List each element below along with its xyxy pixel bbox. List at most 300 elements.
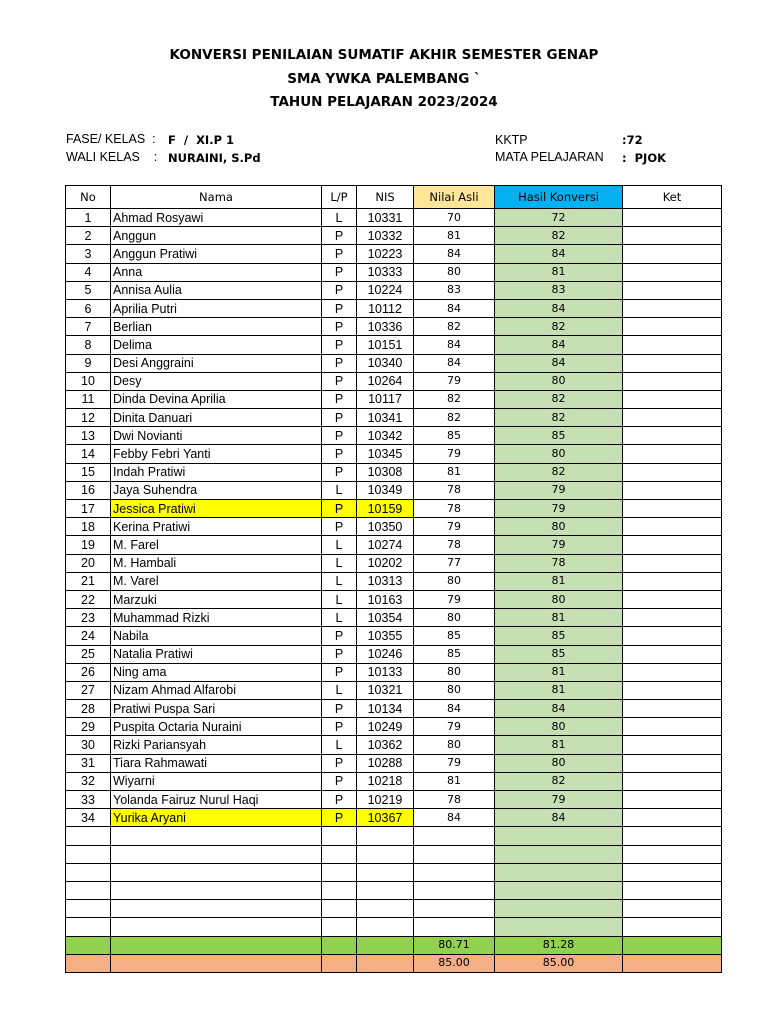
empty-cell bbox=[357, 881, 414, 899]
row-hasil-konversi: 81 bbox=[495, 681, 623, 699]
row-nama: Puspita Octaria Nuraini bbox=[111, 718, 322, 736]
row-nama: Aprilia Putri bbox=[111, 299, 322, 317]
row-no: 16 bbox=[66, 481, 111, 499]
row-nama: Wiyarni bbox=[111, 772, 322, 790]
empty-cell bbox=[414, 918, 495, 936]
row-hasil-konversi: 83 bbox=[495, 281, 623, 299]
row-nama: Berlian bbox=[111, 318, 322, 336]
row-nama: Muhammad Rizki bbox=[111, 609, 322, 627]
row-lp: P bbox=[322, 445, 357, 463]
row-nama: Nizam Ahmad Alfarobi bbox=[111, 681, 322, 699]
empty-cell bbox=[495, 827, 623, 845]
row-hasil-konversi: 79 bbox=[495, 791, 623, 809]
empty-row bbox=[66, 900, 722, 918]
table-row bbox=[66, 663, 722, 681]
empty-cell bbox=[111, 827, 322, 845]
row-nilai-asli: 80 bbox=[414, 663, 495, 681]
max-row-cell bbox=[111, 954, 322, 972]
row-ket bbox=[623, 700, 722, 718]
row-lp: P bbox=[322, 281, 357, 299]
row-hasil-konversi: 84 bbox=[495, 700, 623, 718]
row-nilai-asli: 78 bbox=[414, 791, 495, 809]
row-nis: 10341 bbox=[357, 409, 414, 427]
row-no: 2 bbox=[66, 227, 111, 245]
row-hasil-konversi: 82 bbox=[495, 390, 623, 408]
empty-cell bbox=[111, 918, 322, 936]
row-lp: P bbox=[322, 354, 357, 372]
row-nilai-asli: 84 bbox=[414, 809, 495, 827]
row-ket bbox=[623, 354, 722, 372]
row-nilai-asli: 84 bbox=[414, 336, 495, 354]
row-nama: Dinita Danuari bbox=[111, 409, 322, 427]
row-nis: 10355 bbox=[357, 627, 414, 645]
table-row bbox=[66, 409, 722, 427]
wali-label: WALI KELAS : bbox=[66, 150, 158, 164]
row-ket bbox=[623, 227, 722, 245]
row-ket bbox=[623, 299, 722, 317]
row-lp: P bbox=[322, 791, 357, 809]
row-lp: P bbox=[322, 500, 357, 518]
average-row-cell bbox=[357, 936, 414, 954]
row-nama: Ning ama bbox=[111, 663, 322, 681]
table-row bbox=[66, 754, 722, 772]
row-nama: Pratiwi Puspa Sari bbox=[111, 700, 322, 718]
row-no: 26 bbox=[66, 663, 111, 681]
row-hasil-konversi: 84 bbox=[495, 336, 623, 354]
row-ket bbox=[623, 663, 722, 681]
grades-table bbox=[65, 185, 722, 973]
row-nis: 10350 bbox=[357, 518, 414, 536]
row-hasil-konversi: 84 bbox=[495, 245, 623, 263]
max-row-cell bbox=[357, 954, 414, 972]
table-row bbox=[66, 445, 722, 463]
row-ket bbox=[623, 409, 722, 427]
row-hasil-konversi: 79 bbox=[495, 536, 623, 554]
table-row bbox=[66, 500, 722, 518]
kktp-label: KKTP bbox=[495, 133, 528, 147]
row-no: 1 bbox=[66, 209, 111, 227]
row-nilai-asli: 80 bbox=[414, 736, 495, 754]
empty-cell bbox=[111, 881, 322, 899]
row-ket bbox=[623, 772, 722, 790]
row-nilai-asli: 79 bbox=[414, 718, 495, 736]
row-no: 33 bbox=[66, 791, 111, 809]
average-row-nilai-asli: 80.71 bbox=[414, 936, 495, 954]
row-lp: P bbox=[322, 645, 357, 663]
row-nama: Marzuki bbox=[111, 590, 322, 608]
average-row-cell bbox=[66, 936, 111, 954]
table-row bbox=[66, 645, 722, 663]
row-nis: 10224 bbox=[357, 281, 414, 299]
row-hasil-konversi: 82 bbox=[495, 318, 623, 336]
row-nilai-asli: 78 bbox=[414, 500, 495, 518]
row-nis: 10367 bbox=[357, 809, 414, 827]
row-nilai-asli: 83 bbox=[414, 281, 495, 299]
row-nis: 10345 bbox=[357, 445, 414, 463]
row-nama: Rizki Pariansyah bbox=[111, 736, 322, 754]
row-hasil-konversi: 85 bbox=[495, 645, 623, 663]
row-nama: Anggun bbox=[111, 227, 322, 245]
row-lp: P bbox=[322, 336, 357, 354]
row-hasil-konversi: 80 bbox=[495, 754, 623, 772]
row-hasil-konversi: 81 bbox=[495, 736, 623, 754]
table-row bbox=[66, 281, 722, 299]
row-nilai-asli: 81 bbox=[414, 227, 495, 245]
table-row bbox=[66, 554, 722, 572]
row-nis: 10264 bbox=[357, 372, 414, 390]
row-nis: 10332 bbox=[357, 227, 414, 245]
row-no: 30 bbox=[66, 736, 111, 754]
row-no: 10 bbox=[66, 372, 111, 390]
row-nama: Anggun Pratiwi bbox=[111, 245, 322, 263]
row-nis: 10117 bbox=[357, 390, 414, 408]
row-hasil-konversi: 82 bbox=[495, 227, 623, 245]
row-nilai-asli: 80 bbox=[414, 263, 495, 281]
row-ket bbox=[623, 245, 722, 263]
row-nama: Annisa Aulia bbox=[111, 281, 322, 299]
table-row bbox=[66, 700, 722, 718]
row-hasil-konversi: 85 bbox=[495, 427, 623, 445]
row-lp: L bbox=[322, 536, 357, 554]
table-row bbox=[66, 590, 722, 608]
row-nilai-asli: 81 bbox=[414, 772, 495, 790]
row-lp: P bbox=[322, 627, 357, 645]
table-body bbox=[66, 209, 722, 973]
row-nilai-asli: 79 bbox=[414, 518, 495, 536]
empty-cell bbox=[66, 900, 111, 918]
row-nilai-asli: 70 bbox=[414, 209, 495, 227]
col-nilai-asli: Nilai Asli bbox=[414, 186, 495, 209]
table-row bbox=[66, 736, 722, 754]
empty-cell bbox=[357, 918, 414, 936]
empty-cell bbox=[414, 863, 495, 881]
empty-cell bbox=[66, 827, 111, 845]
empty-cell bbox=[357, 845, 414, 863]
row-nilai-asli: 84 bbox=[414, 354, 495, 372]
row-nis: 10223 bbox=[357, 245, 414, 263]
table-row bbox=[66, 772, 722, 790]
row-lp: P bbox=[322, 318, 357, 336]
row-nis: 10219 bbox=[357, 791, 414, 809]
row-lp: L bbox=[322, 209, 357, 227]
row-lp: P bbox=[322, 390, 357, 408]
table-row bbox=[66, 572, 722, 590]
row-hasil-konversi: 85 bbox=[495, 627, 623, 645]
row-nama: Desi Anggraini bbox=[111, 354, 322, 372]
empty-cell bbox=[414, 900, 495, 918]
row-hasil-konversi: 81 bbox=[495, 609, 623, 627]
empty-cell bbox=[495, 918, 623, 936]
row-nilai-asli: 80 bbox=[414, 572, 495, 590]
table-row bbox=[66, 227, 722, 245]
row-ket bbox=[623, 518, 722, 536]
row-nama: Desy bbox=[111, 372, 322, 390]
empty-cell bbox=[66, 881, 111, 899]
table-row bbox=[66, 609, 722, 627]
row-no: 27 bbox=[66, 681, 111, 699]
col-no: No bbox=[66, 186, 111, 209]
row-nama: Dwi Novianti bbox=[111, 427, 322, 445]
row-hasil-konversi: 80 bbox=[495, 718, 623, 736]
row-ket bbox=[623, 645, 722, 663]
row-ket bbox=[623, 681, 722, 699]
row-nis: 10274 bbox=[357, 536, 414, 554]
row-lp: L bbox=[322, 572, 357, 590]
row-ket bbox=[623, 609, 722, 627]
empty-cell bbox=[322, 900, 357, 918]
row-ket bbox=[623, 736, 722, 754]
max-row-cell bbox=[322, 954, 357, 972]
max-row-nilai-asli: 85.00 bbox=[414, 954, 495, 972]
row-no: 8 bbox=[66, 336, 111, 354]
row-lp: L bbox=[322, 681, 357, 699]
row-lp: P bbox=[322, 263, 357, 281]
row-hasil-konversi: 80 bbox=[495, 372, 623, 390]
max-row-hasil-konversi: 85.00 bbox=[495, 954, 623, 972]
empty-cell bbox=[414, 881, 495, 899]
academic-year: TAHUN PELAJARAN 2023/2024 bbox=[270, 94, 498, 110]
row-nama: M. Farel bbox=[111, 536, 322, 554]
row-nilai-asli: 80 bbox=[414, 681, 495, 699]
max-row bbox=[66, 954, 722, 972]
row-ket bbox=[623, 445, 722, 463]
row-ket bbox=[623, 718, 722, 736]
row-lp: P bbox=[322, 463, 357, 481]
row-nilai-asli: 82 bbox=[414, 390, 495, 408]
row-no: 4 bbox=[66, 263, 111, 281]
row-no: 9 bbox=[66, 354, 111, 372]
row-ket bbox=[623, 336, 722, 354]
empty-cell bbox=[111, 863, 322, 881]
row-no: 17 bbox=[66, 500, 111, 518]
table-row bbox=[66, 809, 722, 827]
row-lp: P bbox=[322, 700, 357, 718]
row-nis: 10159 bbox=[357, 500, 414, 518]
empty-cell bbox=[495, 845, 623, 863]
empty-cell bbox=[623, 845, 722, 863]
empty-cell bbox=[357, 900, 414, 918]
table-row bbox=[66, 463, 722, 481]
row-hasil-konversi: 80 bbox=[495, 445, 623, 463]
row-nilai-asli: 78 bbox=[414, 536, 495, 554]
row-no: 31 bbox=[66, 754, 111, 772]
row-ket bbox=[623, 481, 722, 499]
row-hasil-konversi: 81 bbox=[495, 572, 623, 590]
row-lp: P bbox=[322, 372, 357, 390]
row-ket bbox=[623, 281, 722, 299]
row-nis: 10342 bbox=[357, 427, 414, 445]
row-ket bbox=[623, 572, 722, 590]
row-no: 19 bbox=[66, 536, 111, 554]
row-ket bbox=[623, 463, 722, 481]
row-ket bbox=[623, 590, 722, 608]
table-row bbox=[66, 372, 722, 390]
table-row bbox=[66, 318, 722, 336]
row-nis: 10340 bbox=[357, 354, 414, 372]
row-nis: 10362 bbox=[357, 736, 414, 754]
average-row-cell bbox=[111, 936, 322, 954]
table-row bbox=[66, 390, 722, 408]
fase-label: FASE/ KELAS : bbox=[66, 132, 156, 146]
row-hasil-konversi: 84 bbox=[495, 809, 623, 827]
row-nis: 10308 bbox=[357, 463, 414, 481]
row-nis: 10202 bbox=[357, 554, 414, 572]
average-row bbox=[66, 936, 722, 954]
empty-cell bbox=[623, 918, 722, 936]
row-ket bbox=[623, 500, 722, 518]
empty-cell bbox=[414, 827, 495, 845]
row-no: 32 bbox=[66, 772, 111, 790]
row-lp: P bbox=[322, 427, 357, 445]
row-lp: P bbox=[322, 809, 357, 827]
mapel-label: MATA PELAJARAN bbox=[495, 150, 604, 164]
row-nis: 10133 bbox=[357, 663, 414, 681]
average-row-cell bbox=[623, 936, 722, 954]
empty-cell bbox=[322, 845, 357, 863]
row-no: 7 bbox=[66, 318, 111, 336]
row-lp: L bbox=[322, 590, 357, 608]
row-no: 18 bbox=[66, 518, 111, 536]
row-nama: Yurika Aryani bbox=[111, 809, 322, 827]
row-ket bbox=[623, 318, 722, 336]
row-nilai-asli: 82 bbox=[414, 409, 495, 427]
row-hasil-konversi: 78 bbox=[495, 554, 623, 572]
row-ket bbox=[623, 791, 722, 809]
table-row bbox=[66, 354, 722, 372]
empty-cell bbox=[357, 827, 414, 845]
row-no: 3 bbox=[66, 245, 111, 263]
empty-row bbox=[66, 845, 722, 863]
row-nilai-asli: 85 bbox=[414, 645, 495, 663]
empty-cell bbox=[111, 845, 322, 863]
row-nis: 10331 bbox=[357, 209, 414, 227]
empty-cell bbox=[322, 918, 357, 936]
row-nis: 10354 bbox=[357, 609, 414, 627]
row-lp: L bbox=[322, 554, 357, 572]
row-hasil-konversi: 81 bbox=[495, 663, 623, 681]
row-nis: 10218 bbox=[357, 772, 414, 790]
row-nis: 10151 bbox=[357, 336, 414, 354]
row-nis: 10333 bbox=[357, 263, 414, 281]
row-lp: P bbox=[322, 299, 357, 317]
row-no: 28 bbox=[66, 700, 111, 718]
average-row-hasil-konversi: 81.28 bbox=[495, 936, 623, 954]
row-hasil-konversi: 80 bbox=[495, 590, 623, 608]
row-no: 21 bbox=[66, 572, 111, 590]
row-nilai-asli: 78 bbox=[414, 481, 495, 499]
row-nama: M. Varel bbox=[111, 572, 322, 590]
fase-value: F / XI.P 1 bbox=[168, 133, 235, 147]
row-lp: L bbox=[322, 736, 357, 754]
row-nis: 10336 bbox=[357, 318, 414, 336]
empty-cell bbox=[111, 900, 322, 918]
empty-cell bbox=[495, 881, 623, 899]
row-nis: 10163 bbox=[357, 590, 414, 608]
table-row bbox=[66, 427, 722, 445]
row-no: 24 bbox=[66, 627, 111, 645]
row-nama: Tiara Rahmawati bbox=[111, 754, 322, 772]
empty-cell bbox=[623, 863, 722, 881]
empty-row bbox=[66, 918, 722, 936]
row-nama: Febby Febri Yanti bbox=[111, 445, 322, 463]
row-no: 13 bbox=[66, 427, 111, 445]
row-nilai-asli: 85 bbox=[414, 427, 495, 445]
table-row bbox=[66, 481, 722, 499]
row-no: 11 bbox=[66, 390, 111, 408]
school-name: SMA YWKA PALEMBANG ` bbox=[287, 71, 481, 87]
row-no: 15 bbox=[66, 463, 111, 481]
table-row bbox=[66, 518, 722, 536]
row-nilai-asli: 79 bbox=[414, 372, 495, 390]
max-row-cell bbox=[623, 954, 722, 972]
row-nama: Kerina Pratiwi bbox=[111, 518, 322, 536]
row-lp: P bbox=[322, 245, 357, 263]
empty-row bbox=[66, 881, 722, 899]
row-nis: 10321 bbox=[357, 681, 414, 699]
row-ket bbox=[623, 263, 722, 281]
col-nis: NIS bbox=[357, 186, 414, 209]
table-row bbox=[66, 209, 722, 227]
table-row bbox=[66, 718, 722, 736]
row-nilai-asli: 79 bbox=[414, 754, 495, 772]
row-nama: Jaya Suhendra bbox=[111, 481, 322, 499]
row-nama: Nabila bbox=[111, 627, 322, 645]
table-row bbox=[66, 336, 722, 354]
row-nis: 10313 bbox=[357, 572, 414, 590]
document-title: KONVERSI PENILAIAN SUMATIF AKHIR SEMESTER GENAP bbox=[169, 47, 599, 63]
row-nilai-asli: 77 bbox=[414, 554, 495, 572]
row-ket bbox=[623, 809, 722, 827]
row-no: 20 bbox=[66, 554, 111, 572]
row-hasil-konversi: 82 bbox=[495, 463, 623, 481]
table-row bbox=[66, 627, 722, 645]
row-no: 25 bbox=[66, 645, 111, 663]
row-nama: Indah Pratiwi bbox=[111, 463, 322, 481]
table-header-row bbox=[66, 186, 722, 209]
table-row bbox=[66, 681, 722, 699]
row-ket bbox=[623, 209, 722, 227]
row-no: 23 bbox=[66, 609, 111, 627]
empty-cell bbox=[623, 881, 722, 899]
row-ket bbox=[623, 536, 722, 554]
col-hasil-konversi: Hasil Konversi bbox=[495, 186, 623, 209]
table-row bbox=[66, 245, 722, 263]
table-row bbox=[66, 263, 722, 281]
row-nis: 10249 bbox=[357, 718, 414, 736]
row-ket bbox=[623, 627, 722, 645]
empty-cell bbox=[322, 881, 357, 899]
empty-cell bbox=[623, 900, 722, 918]
table-row bbox=[66, 299, 722, 317]
row-ket bbox=[623, 390, 722, 408]
row-lp: P bbox=[322, 754, 357, 772]
row-nilai-asli: 80 bbox=[414, 609, 495, 627]
row-hasil-konversi: 82 bbox=[495, 409, 623, 427]
row-hasil-konversi: 84 bbox=[495, 354, 623, 372]
row-ket bbox=[623, 754, 722, 772]
empty-cell bbox=[495, 863, 623, 881]
row-nis: 10134 bbox=[357, 700, 414, 718]
col-lp: L/P bbox=[322, 186, 357, 209]
row-no: 29 bbox=[66, 718, 111, 736]
row-nis: 10112 bbox=[357, 299, 414, 317]
empty-cell bbox=[414, 845, 495, 863]
empty-cell bbox=[495, 900, 623, 918]
row-no: 22 bbox=[66, 590, 111, 608]
row-nilai-asli: 79 bbox=[414, 445, 495, 463]
row-lp: P bbox=[322, 718, 357, 736]
wali-value: NURAINI, S.Pd bbox=[168, 151, 261, 165]
